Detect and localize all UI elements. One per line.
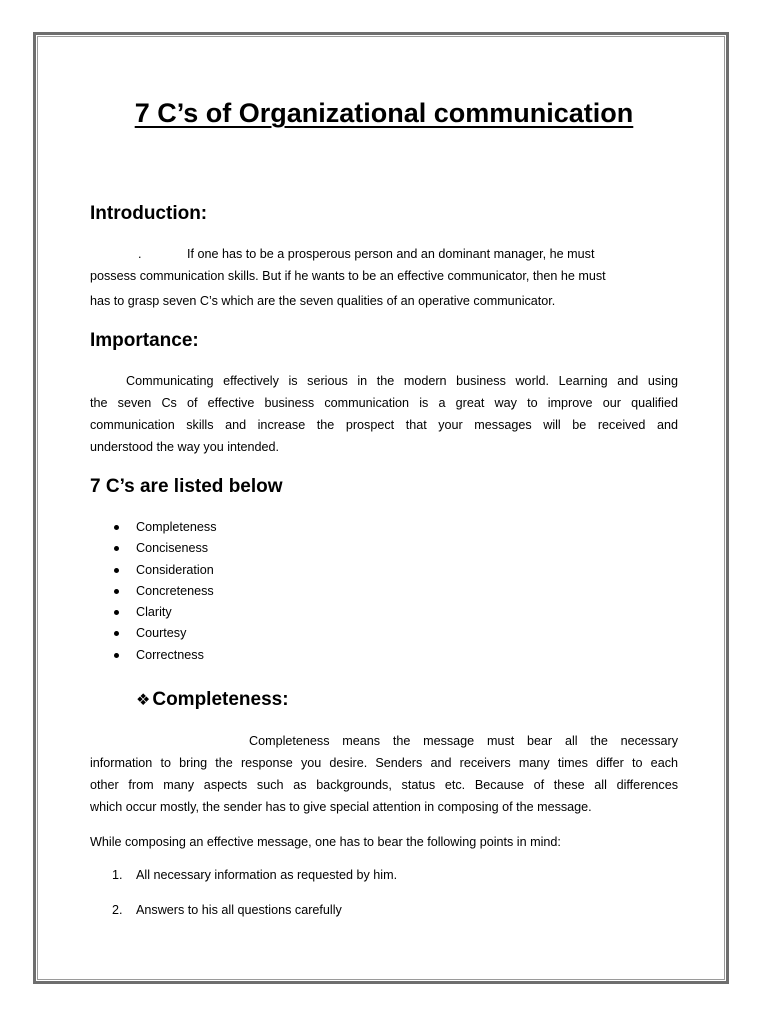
completeness-line-4: which occur mostly, the sender has to give special attention in composing of the message. bbox=[90, 800, 592, 814]
list-item: Correctness bbox=[112, 645, 217, 666]
list-item: Conciseness bbox=[112, 538, 217, 559]
list-item: Consideration bbox=[112, 560, 217, 581]
importance-heading: Importance: bbox=[90, 330, 199, 351]
list-item: 2. Answers to his all questions carefully bbox=[112, 900, 342, 920]
importance-line-1: Communicating effectively is serious in the modern business world. Learning and using bbox=[126, 374, 678, 388]
bullet-icon bbox=[114, 589, 119, 594]
list-item: Concreteness bbox=[112, 581, 217, 602]
points-list bbox=[112, 865, 397, 885]
completeness-line-3: other from many aspects such as backgrounds, status etc. Because of these all differences bbox=[90, 778, 678, 792]
introduction-line-1: . If one has to be a prosperous person and an dominant manager, he must bbox=[138, 247, 595, 261]
introduction-line-3: has to grasp seven C’s which are the seven qualities of an operative communicator. bbox=[90, 294, 556, 308]
completeness-paragraph bbox=[90, 730, 678, 818]
bullet-icon bbox=[114, 568, 119, 573]
completeness-line-2: information to bring the response you desire. Senders and receivers many times differ to each bbox=[90, 756, 678, 770]
importance-line-2: the seven Cs of effective business communication is a great way to improve our qualified bbox=[90, 396, 678, 410]
list-number: 1. bbox=[112, 868, 123, 882]
diamond-bullet-icon: ❖ bbox=[136, 692, 151, 709]
importance-line-3: communication skills and increase the prospect that your messages will be received and bbox=[90, 418, 678, 432]
seven-cs-list bbox=[112, 517, 217, 666]
bullet-icon bbox=[114, 546, 119, 551]
importance-line-4: understood the way you intended. bbox=[90, 440, 280, 454]
completeness-heading-text: Completeness: bbox=[152, 689, 289, 710]
completeness-heading bbox=[136, 687, 289, 714]
list-item: Courtesy bbox=[112, 623, 217, 644]
introduction-line-2: possess communication skills. But if he wants to be an effective communicator, then he must bbox=[90, 269, 606, 283]
bullet-icon bbox=[114, 525, 119, 530]
list-item: Completeness bbox=[112, 517, 217, 538]
document-title bbox=[0, 95, 768, 131]
completeness-intro-line: While composing an effective message, one has to bear the following points in mind: bbox=[90, 835, 561, 849]
list-item: 1. All necessary information as requested by him. bbox=[112, 865, 397, 885]
list-number: 2. bbox=[112, 903, 123, 917]
introduction-paragraph bbox=[90, 243, 678, 312]
introduction-heading: Introduction: bbox=[90, 203, 208, 224]
list-item: Clarity bbox=[112, 602, 217, 623]
seven-cs-heading: 7 C’s are listed below bbox=[90, 476, 283, 497]
importance-paragraph bbox=[90, 370, 678, 458]
document-title-text: 7 C’s of Organizational communication bbox=[134, 98, 634, 128]
completeness-line-1: Completeness means the message must bear all the necessary bbox=[249, 734, 678, 748]
bullet-icon bbox=[114, 631, 119, 636]
bullet-icon bbox=[114, 610, 119, 615]
points-list-2 bbox=[112, 900, 342, 920]
bullet-icon bbox=[114, 653, 119, 658]
